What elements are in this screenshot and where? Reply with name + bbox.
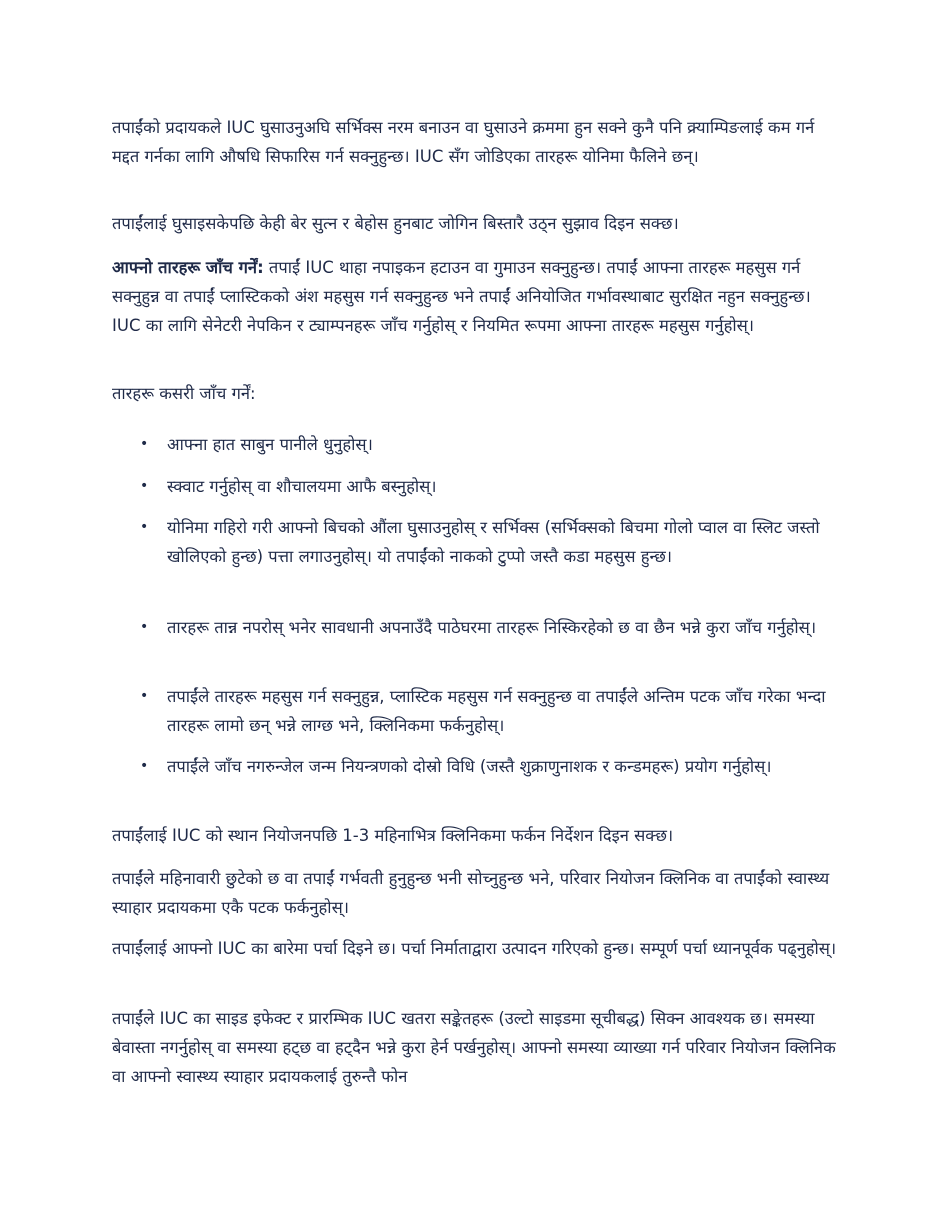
paragraph-follow-up: तपाईंलाई IUC को स्थान नियोजनपछि 1-3 महिनाभित्र क्लिनिकमा फर्कन निर्देशन दिइन सक्छ।: [112, 826, 674, 845]
paragraph-cramping-medication: तपाईंको प्रदायकले IUC घुसाउनुअघि सर्भिक्स नरम बनाउन वा घुसाउने क्रममा हुन सक्ने कुनै पनि क्र्याम्पिङलाई कम गर्न मद्दत गर्नका लागि औषधि सिफारिस गर्न सक्नुहुन्छ। IUC सँग जोडिएका तारहरू योनिमा फैलिने छन्।: [112, 118, 815, 166]
paragraph-leaflet: तपाईंलाई आफ्नो IUC का बारेमा पर्चा दिइने छ। पर्चा निर्माताद्वारा उत्पादन गरिएको हुन्छ। सम्पूर्ण पर्चा ध्यानपूर्वक पढ्नुहोस्।: [112, 939, 837, 958]
list-item: तपाईंले तारहरू महसुस गर्न सक्नुहुन्न, प्लास्टिक महसुस गर्न सक्नुहुन्छ वा तपाईंले अन्तिम पटक जाँच गरेका भन्दा तारहरू लामो छन् भन्ने लाग्छ भने, क्लिनिकमा फर्कनुहोस्।: [167, 687, 826, 735]
list-item: तपाईंले जाँच नगरुन्जेल जन्म नियन्त्रणको दोस्रो विधि (जस्तै शुक्राणुनाशक र कन्डमहरू) प्रयोग गर्नुहोस्।: [167, 757, 772, 776]
paragraph-check-strings: [112, 253, 842, 340]
check-strings-heading: आफ्नो तारहरू जाँच गर्नें:: [112, 258, 264, 277]
paragraph-side-effects: तपाईंले IUC का साइड इफेक्ट र प्रारम्भिक IUC खतरा सङ्केतहरू (उल्टो साइडमा सूचीबद्ध) सिक्न आवश्यक छ। समस्या बेवास्ता नगर्नुहोस् वा समस्या हट्छ वा हट्दैन भन्ने कुरा हेर्न पर्खनुहोस्। आफ्नो समस्या व्याख्या गर्न परिवार नियोजन क्लिनिक वा आफ्नो स्वास्थ्य स्याहार प्रदायकलाई तुरुन्तै फोन: [112, 1009, 836, 1086]
how-to-check-heading: तारहरू कसरी जाँच गर्नें:: [112, 384, 256, 403]
check-strings-text: तपाईं IUC थाहा नपाइकन हटाउन वा गुमाउन सक्नुहुन्छ। तपाईं आफ्ना तारहरू महसुस गर्न सक्नुहुन्न वा तपाईं प्लास्टिकको अंश महसुस गर्न सक्नुहुन्छ भने तपाईं अनियोजित गर्भावस्थाबाट सुरक्षित नहुन सक्नुहुन्छ। IUC का लागि सेनेटरी नेपकिन र ट्याम्पनहरू जाँच गर्नुहोस् र नियमित रूपमा आफ्ना तारहरू महसुस गर्नुहोस्।: [112, 258, 811, 335]
list-item: तारहरू तान्न नपरोस् भनेर सावधानी अपनाउँदै पाठेघरमा तारहरू निस्किरहेको छ वा छैन भन्ने कुरा जाँच गर्नुहोस्।: [167, 618, 817, 637]
paragraph-missed-period: तपाईंले महिनावारी छुटेको छ वा तपाईं गर्भवती हुनुहुन्छ भनी सोच्नुहुन्छ भने, परिवार नियोजन क्लिनिक वा तपाईंको स्वास्थ्य स्याहार प्रदायकमा एकै पटक फर्कनुहोस्।: [112, 869, 830, 917]
bullet-marker: •: [140, 619, 149, 635]
bullet-marker: •: [140, 478, 149, 494]
bullet-marker: •: [140, 688, 149, 704]
paragraph-rest-advice: तपाईंलाई घुसाइसकेपछि केही बेर सुत्न र बेहोस हुनबाट जोगिन बिस्तारै उठ्न सुझाव दिइन सक्छ।: [112, 214, 679, 233]
bullet-marker: •: [140, 436, 149, 452]
bullet-marker: •: [140, 758, 149, 774]
bullet-marker: •: [140, 519, 149, 535]
list-item: आफ्ना हात साबुन पानीले धुनुहोस्।: [167, 435, 373, 454]
list-item: स्क्वाट गर्नुहोस् वा शौचालयमा आफै बस्नुहोस्।: [167, 477, 437, 496]
list-item: योनिमा गहिरो गरी आफ्नो बिचको औंला घुसाउनुहोस् र सर्भिक्स (सर्भिक्सको बिचमा गोलो प्वाल वा स्लिट जस्तो खोलिएको हुन्छ) पत्ता लगाउनुहोस्। यो तपाईंको नाकको टुप्पो जस्तै कडा महसुस हुन्छ।: [167, 518, 820, 566]
